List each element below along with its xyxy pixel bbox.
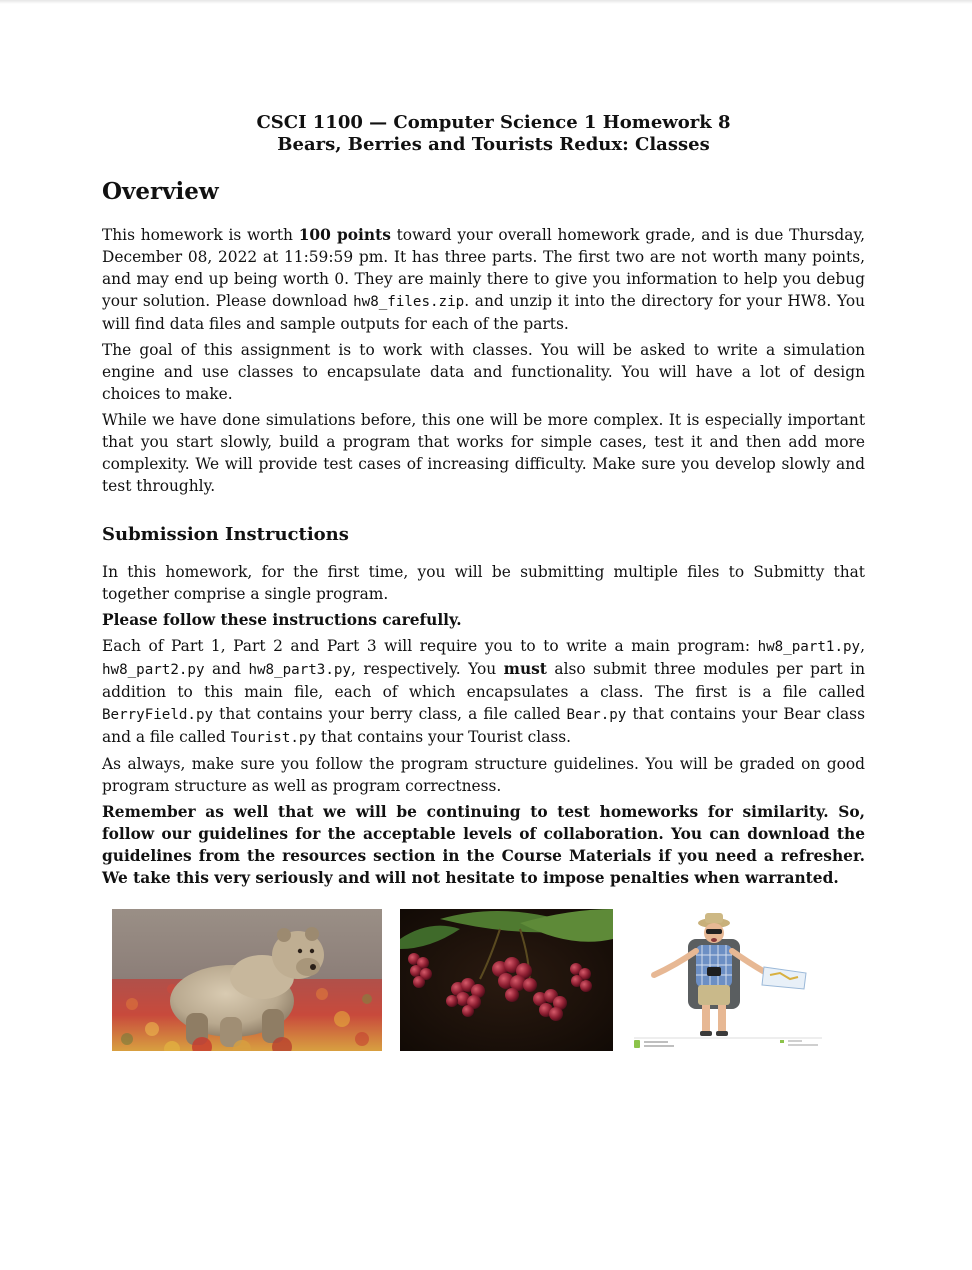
document-title [122, 112, 865, 156]
berries-image [400, 909, 613, 1051]
tourist-image [630, 909, 826, 1051]
filename-tourist: Tourist.py [230, 730, 317, 746]
submission-warning: Please follow these instructions carefully. [102, 611, 462, 629]
points-emphasis: 100 points [298, 226, 391, 244]
filename-bear: Bear.py [566, 707, 627, 723]
title-line-2: Bears, Berries and Tourists Redux: Classes [277, 134, 710, 155]
zip-filename: hw8_files.zip [353, 294, 465, 310]
overview-heading: Overview [102, 178, 219, 205]
must-emphasis: must [503, 660, 547, 678]
submission-paragraph-3: Each of Part 1, Part 2 and Part 3 will require you to to write a main program: hw8_part1.py, hw8_part2.py and hw8_part3.py, respectively. You must also submit three modules per part in addition to this main file, each of which encapsulates a class. The first is a file called BerryField.py that contains your berry class, a file called Bear.py that contains your Bear class and a file called Tourist.py that contains your Tourist class. [102, 637, 865, 746]
document-page [102, 112, 865, 893]
bear-image [112, 909, 382, 1051]
figure-row [112, 909, 832, 1051]
filename-berryfield: BerryField.py [102, 707, 214, 723]
submission-paragraph-1: In this homework, for the first time, you will be submitting multiple files to Submitty that together comprise a single program. [102, 563, 865, 603]
title-line-1: CSCI 1100 — Computer Science 1 Homework 8 [256, 112, 731, 133]
page-top-shadow [0, 0, 972, 4]
bear-photo [112, 909, 382, 1051]
filename-part3: hw8_part3.py [248, 662, 351, 678]
submission-paragraph-4: As always, make sure you follow the program structure guidelines. You will be graded on good program structure as well as program correctness. [102, 755, 865, 795]
overview-paragraph-3: While we have done simulations before, this one will be more complex. It is especially important that you start slowly, build a program that works for simple cases, test it and then add more complexity. We will provide test cases of increasing difficulty. Make sure you develop slowly and test throughly. [102, 411, 865, 495]
overview-paragraph-2: The goal of this assignment is to work with classes. You will be asked to write a simulation engine and use classes to encapsulate data and functionality. You will have a lot of design choices to make. [102, 341, 865, 403]
filename-part1: hw8_part1.py [757, 639, 861, 655]
similarity-warning: Remember as well that we will be continuing to test homeworks for similarity. So, follow our guidelines for the acceptable levels of collaboration. You can download the guidelines from the resources section in the Course Materials if you need a refresher. We take this very seriously and will not hesitate to impose penalties when warranted. [102, 803, 865, 887]
berries-photo [400, 909, 613, 1051]
tourist-photo [630, 909, 826, 1051]
submission-heading: Submission Instructions [102, 524, 349, 545]
filename-part2: hw8_part2.py [102, 662, 205, 678]
overview-paragraph-1: This homework is worth 100 points toward your overall homework grade, and is due Thursday, December 08, 2022 at 11:59:59 pm. It has three parts. The first two are not worth many points, and may end up being worth 0. They are mainly there to give you information to help you debug your solution. Please download hw8_files.zip. and unzip it into the directory for your HW8. You will find data files and sample outputs for each of the parts. [102, 226, 865, 333]
